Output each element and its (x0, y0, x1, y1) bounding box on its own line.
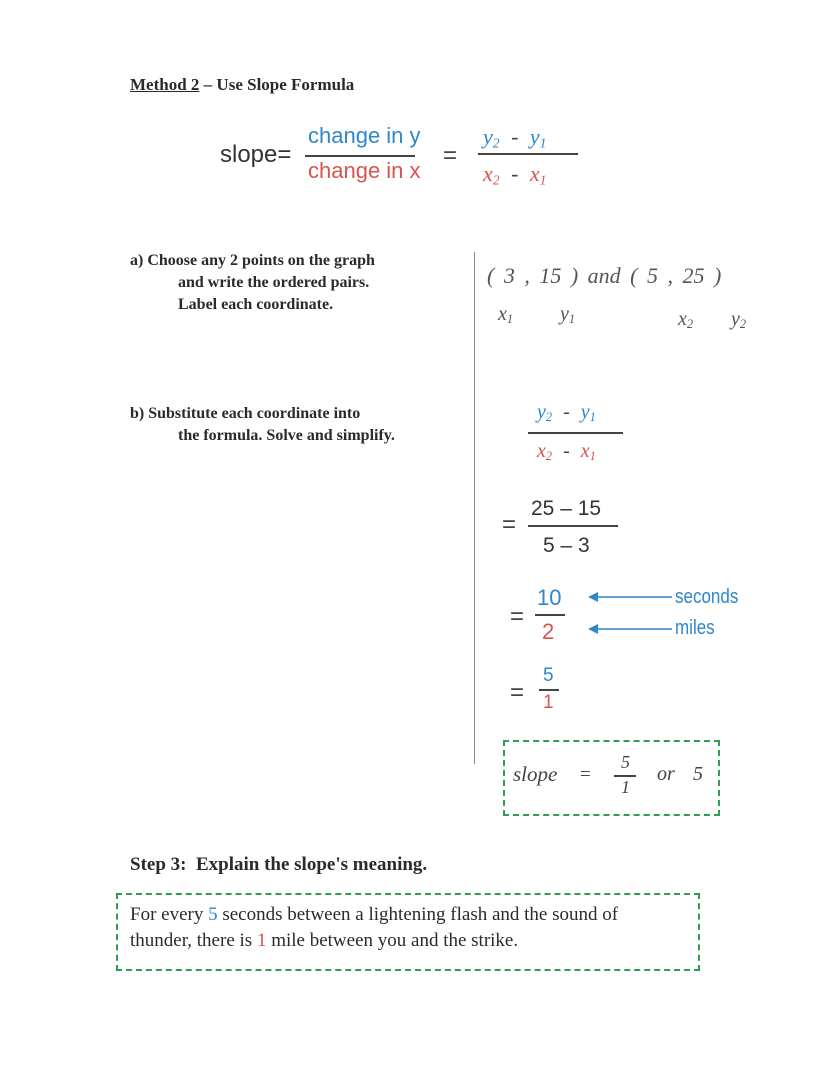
step-b-instructions: b) Substitute each coordinate into the formula. Solve and simplify. (130, 405, 395, 444)
explanation-text: For every 5 seconds between a lightening flash and the sound of thunder, there is 1 mile between you and the strike. (130, 904, 619, 951)
slope-label: slope= (220, 141, 292, 168)
miles-arrow-icon (588, 622, 674, 636)
label-x2: $x_2$ (678, 308, 694, 332)
seconds-arrow-icon (588, 590, 674, 604)
fraction3-bar (539, 689, 559, 691)
substitution-bar (528, 525, 618, 527)
ordered-pairs: ( 3 , 15 ) and ( 5 , 25 ) (487, 263, 722, 288)
formula-vars-fraction-bar (478, 153, 578, 155)
step-b-formula-bar (528, 432, 623, 434)
result-numerator: 5 (621, 752, 630, 772)
step-b-formula-denominator: $x_2 - x_1$ (537, 440, 596, 464)
fraction2-denominator: 2 (542, 619, 555, 644)
column-divider (474, 252, 475, 764)
result-or: or (657, 763, 675, 785)
method-label: Method 2 (130, 75, 200, 94)
label-y1: $y_1$ (560, 303, 576, 327)
result-slope-label: slope (513, 762, 558, 786)
seconds-value: 5 (208, 904, 218, 925)
result-denominator: 1 (621, 777, 630, 797)
fraction3-numerator: 5 (543, 665, 554, 686)
step3-title: Step 3: Explain the slope's meaning. (130, 854, 428, 875)
miles-label: miles (675, 617, 715, 639)
fraction2-bar (535, 614, 565, 616)
substitution-equals: = (502, 511, 517, 538)
step-b-formula-numerator: $y_2 - y_1$ (537, 401, 596, 425)
label-x1: $x_1$ (498, 303, 514, 327)
step-a-instructions: a) Choose any 2 points on the graph and write the ordered pairs. Label each coordinate. (130, 252, 375, 313)
mile-value: 1 (256, 930, 267, 951)
formula-numerator: change in y (308, 123, 421, 148)
formula-numerator-vars: $y_2 - y_1$ (483, 124, 547, 151)
page-title (130, 75, 354, 95)
substitution-numerator: 25 – 15 (531, 497, 602, 520)
fraction3-equals: = (510, 679, 525, 706)
formula-denominator: change in x (308, 158, 421, 183)
result-equals: = (580, 764, 591, 785)
substitution-denominator: 5 – 3 (543, 534, 590, 557)
formula-fraction-bar (305, 155, 415, 157)
fraction3-denominator: 1 (543, 692, 554, 713)
result-value: 5 (693, 763, 703, 785)
fraction2-equals: = (510, 603, 525, 630)
label-y2: $y_2$ (731, 308, 747, 332)
method-subtitle: – Use Slope Formula (199, 75, 355, 94)
fraction2-numerator: 10 (537, 585, 562, 610)
seconds-label: seconds (675, 586, 739, 608)
formula-equals: = (443, 142, 458, 169)
formula-denominator-vars: $x_2 - x_1$ (483, 161, 547, 188)
